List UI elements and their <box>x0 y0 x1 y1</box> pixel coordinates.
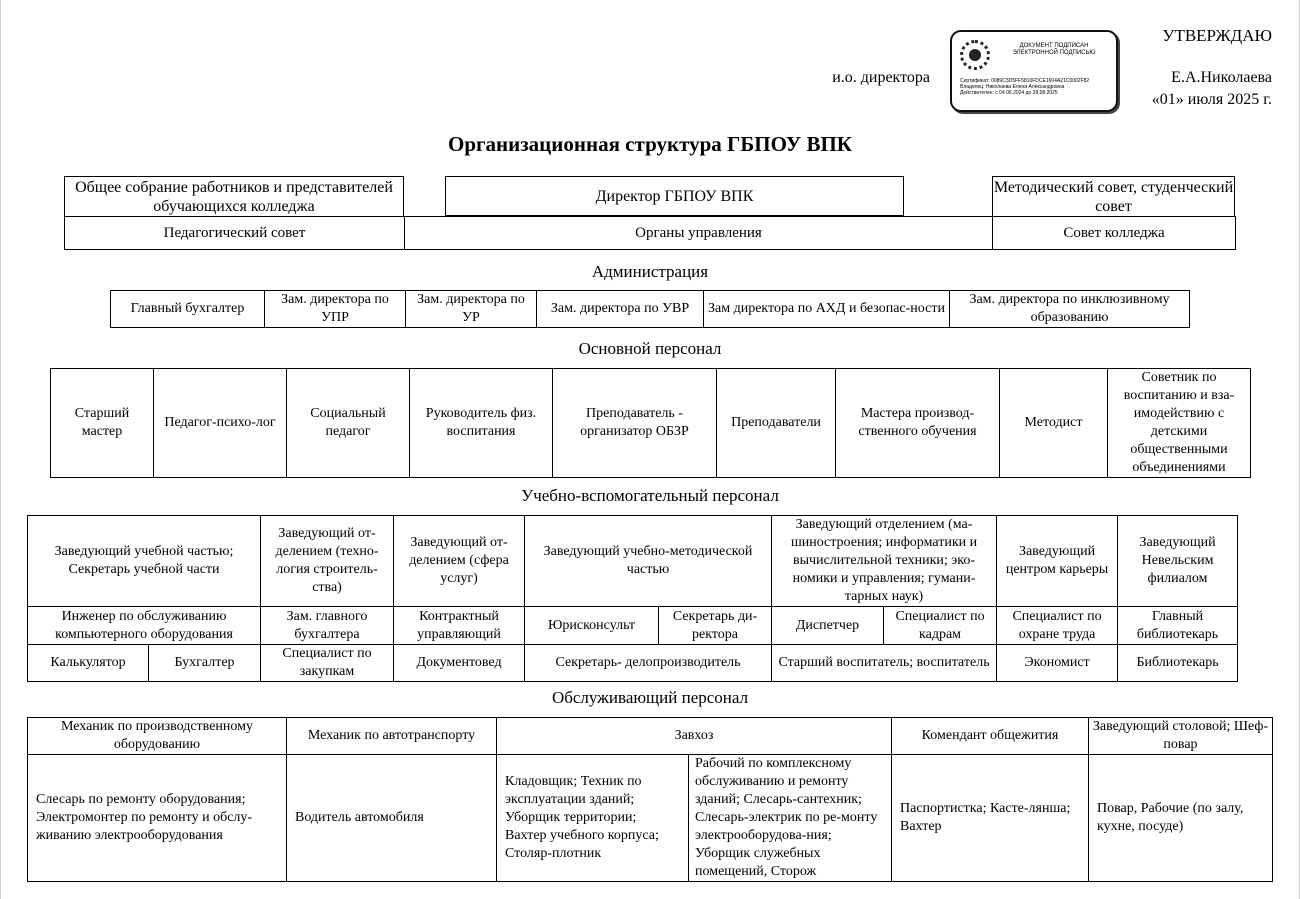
support-staff-title: Учебно-вспомогательный персонал <box>521 486 779 505</box>
core-staff-cell: Советник по воспитанию и вза-имодействию с детскими общественными объединениями <box>1108 369 1251 478</box>
admin-cell: Зам директора по АХД и безопас-ности <box>704 291 950 328</box>
support-row3-cell: Секретарь- делопроизводитель <box>525 645 772 682</box>
core-staff-cell: Старший мастер <box>51 369 154 478</box>
service-staff-title: Обслуживающий персонал <box>551 688 749 707</box>
service-cell: Паспортистка; Касте-лянша; Вахтер <box>892 755 1089 882</box>
pedagogical-council-cell: Педагогический совет <box>65 217 405 250</box>
core-staff-cell: Преподаватели <box>717 369 836 478</box>
stamp-certificate: Сертификат: 0089C3D5FF5810FDCE1604A21C0002F82 <box>960 78 1090 84</box>
admin-cell: Зам. директора по инклюзивному образованию <box>950 291 1190 328</box>
support-row1-cell: Заведующий от-делением (техно-логия строитель-ства) <box>261 516 394 607</box>
college-council-cell: Совет колледжа <box>993 217 1236 250</box>
service-header-cell: Комендант общежития <box>892 718 1089 755</box>
core-staff-cell: Руководитель физ. воспитания <box>410 369 553 478</box>
service-cell: Кладовщик; Техник по эксплуатации зданий; Уборщик территории; Вахтер учебного корпуса; Столяр-плотник <box>497 755 689 882</box>
general-meeting-box: Общее собрание работников и представителей обучающихся колледжа <box>64 176 404 216</box>
administration-title: Администрация <box>591 262 709 281</box>
core-staff-table <box>50 368 1251 478</box>
support-row1-cell: Заведующий учебно-методической частью <box>525 516 772 607</box>
support-row3-cell: Старший воспитатель; воспитатель <box>772 645 997 682</box>
core-staff-cell: Социальный педагог <box>287 369 410 478</box>
core-staff-cell: Преподаватель - организатор ОБЗР <box>553 369 717 478</box>
emblem-icon <box>960 40 990 70</box>
service-cell: Водитель автомобиля <box>287 755 497 882</box>
service-cell: Слесарь по ремонту оборудования; Электромонтер по ремонту и обслу-живанию электрооборудования <box>28 755 287 882</box>
support-row2-cell: Инженер по обслуживанию компьютерного оборудования <box>28 607 261 645</box>
support-row2-cell: Зам. главного бухгалтера <box>261 607 394 645</box>
support-row2-cell: Диспетчер <box>772 607 884 645</box>
support-row2-cell: Секретарь ди-ректора <box>659 607 772 645</box>
service-header-cell: Механик по автотранспорту <box>287 718 497 755</box>
stamp-heading-line1: ДОКУМЕНТ ПОДПИСАН <box>1019 43 1089 49</box>
support-staff-table <box>27 515 1238 682</box>
support-row2-cell: Главный библиотекарь <box>1118 607 1238 645</box>
support-row2-cell: Специалист по кадрам <box>884 607 997 645</box>
service-staff-table <box>27 717 1273 882</box>
support-row1-cell: Заведующий учебной частью; Секретарь учебной части <box>28 516 261 607</box>
governing-bodies-cell: Органы управления <box>405 217 993 250</box>
service-header-cell: Завхоз <box>497 718 892 755</box>
support-row2-cell: Юрисконсульт <box>525 607 659 645</box>
support-row2-cell: Специалист по охране труда <box>997 607 1118 645</box>
service-header-cell: Механик по производственному оборудованию <box>28 718 287 755</box>
page-title: Организационная структура ГБПОУ ВПК <box>447 132 853 156</box>
director-box: Директор ГБПОУ ВПК <box>445 176 904 216</box>
councils-box: Методический совет, студенческий совет <box>992 176 1235 216</box>
approval-role: и.о. директора <box>832 69 930 86</box>
admin-cell: Зам. директора по УР <box>406 291 537 328</box>
core-staff-cell: Педагог-психо-лог <box>154 369 287 478</box>
service-header-cell: Заведующий столовой; Шеф-повар <box>1089 718 1273 755</box>
support-row1-cell: Заведующий от-делением (сфера услуг) <box>394 516 525 607</box>
core-staff-title: Основной персонал <box>578 339 722 358</box>
support-row1-cell: Заведующий Невельским филиалом <box>1118 516 1238 607</box>
admin-cell: Главный бухгалтер <box>111 291 265 328</box>
administration-table <box>110 290 1190 328</box>
stamp-heading <box>996 43 1112 57</box>
service-cell: Повар, Рабочие (по залу, кухне, посуде) <box>1089 755 1273 882</box>
support-row3-cell: Библиотекарь <box>1118 645 1238 682</box>
support-row2-cell: Контрактный управляющий <box>394 607 525 645</box>
support-row1-cell: Заведующий отделением (ма-шиностроения; информатики и вычислительной техники; эко-номики и управления; гумани-тарных наук) <box>772 516 997 607</box>
approval-date: «01» июля 2025 г. <box>1151 91 1272 108</box>
support-row3-cell: Бухгалтер <box>149 645 261 682</box>
stamp-owner: Владелец: Николаева Елена Александровна <box>960 84 1065 90</box>
support-row3-cell: Специалист по закупкам <box>261 645 394 682</box>
support-row3-cell: Экономист <box>997 645 1118 682</box>
support-row3-cell: Калькулятор <box>28 645 149 682</box>
service-cell: Рабочий по комплексному обслуживанию и ремонту зданий; Слесарь-сантехник; Слесарь-электрик по ре-монту электрооборудова-ния; Уборщик служебных помещений, Сторож <box>689 755 892 882</box>
admin-cell: Зам. директора по УПР <box>265 291 406 328</box>
approval-name: Е.А.Николаева <box>1171 69 1272 86</box>
support-row3-cell: Документовед <box>394 645 525 682</box>
approval-title: УТВЕРЖДАЮ <box>1162 26 1272 45</box>
admin-cell: Зам. директора по УВР <box>537 291 704 328</box>
support-row1-cell: Заведующий центром карьеры <box>997 516 1118 607</box>
core-staff-cell: Методист <box>1000 369 1108 478</box>
signature-stamp <box>950 30 1118 112</box>
stamp-heading-line2: ЭЛЕКТРОННОЙ ПОДПИСЬЮ <box>1012 50 1096 56</box>
stamp-valid: Действителен: с 04.06.2024 до 28.08.2025 <box>960 90 1058 96</box>
governance-table <box>64 216 1236 250</box>
core-staff-cell: Мастера производ-ственного обучения <box>836 369 1000 478</box>
